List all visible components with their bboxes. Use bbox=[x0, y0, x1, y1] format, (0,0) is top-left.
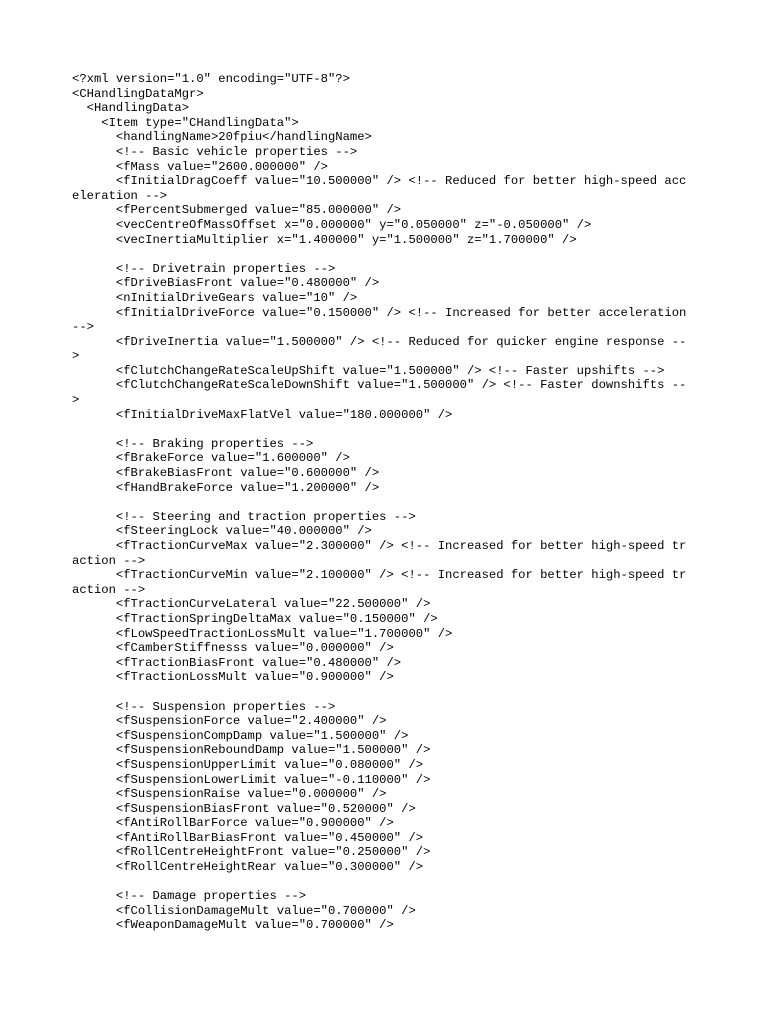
code-line: <vecInertiaMultiplier x="1.400000" y="1.500000" z="1.700000" /> bbox=[72, 232, 577, 247]
code-line: <fLowSpeedTractionLossMult value="1.700000" /> bbox=[72, 626, 453, 641]
code-line: <fAntiRollBarForce value="0.900000" /> bbox=[72, 816, 394, 831]
code-line: <fAntiRollBarBiasFront value="0.450000" /> bbox=[72, 830, 424, 845]
code-line: <fSuspensionRaise value="0.000000" /> bbox=[72, 787, 387, 802]
code-line: <CHandlingDataMgr> bbox=[72, 86, 204, 101]
code-line: <HandlingData> bbox=[72, 101, 190, 116]
code-line: <fSuspensionForce value="2.400000" /> bbox=[72, 714, 387, 729]
code-line: <fRollCentreHeightFront value="0.250000" /> bbox=[72, 845, 431, 860]
blank-line bbox=[72, 247, 692, 262]
blank-line bbox=[72, 685, 692, 700]
code-line: <fMass value="2600.000000" /> bbox=[72, 159, 328, 174]
code-line: <fRollCentreHeightRear value="0.300000" /> bbox=[72, 860, 424, 875]
code-line: <?xml version="1.0" encoding="UTF-8"?> bbox=[72, 72, 350, 86]
code-line: <fSuspensionCompDamp value="1.500000" /> bbox=[72, 728, 409, 743]
code-line: <fDriveInertia value="1.500000" /> <!-- Reduced for quicker engine response --> bbox=[72, 334, 687, 364]
code-line: <!-- Damage properties --> bbox=[72, 889, 307, 904]
code-line: <fPercentSubmerged value="85.000000" /> bbox=[72, 203, 402, 218]
code-line: <fTractionBiasFront value="0.480000" /> bbox=[72, 655, 402, 670]
code-line: <fCamberStiffnesss value="0.000000" /> bbox=[72, 641, 394, 656]
code-line: <fSuspensionReboundDamp value="1.500000" /> bbox=[72, 743, 431, 758]
code-line: <fTractionLossMult value="0.900000" /> bbox=[72, 670, 394, 685]
code-line: <vecCentreOfMassOffset x="0.000000" y="0.050000" z="-0.050000" /> bbox=[72, 217, 592, 232]
code-line: <!-- Drivetrain properties --> bbox=[72, 261, 336, 276]
code-line: <fBrakeForce value="1.600000" /> bbox=[72, 451, 350, 466]
code-line: <!-- Basic vehicle properties --> bbox=[72, 144, 358, 159]
code-line: <fTractionCurveLateral value="22.500000" /> bbox=[72, 597, 431, 612]
code-line: <fHandBrakeForce value="1.200000" /> bbox=[72, 480, 380, 495]
blank-line bbox=[72, 422, 692, 437]
code-line: <nInitialDriveGears value="10" /> bbox=[72, 290, 358, 305]
code-line: <Item type="CHandlingData"> bbox=[72, 115, 299, 130]
code-line: <!-- Braking properties --> bbox=[72, 436, 314, 451]
code-line: <handlingName>20fpiu</handlingName> bbox=[72, 130, 372, 145]
code-line: <fClutchChangeRateScaleUpShift value="1.500000" /> <!-- Faster upshifts --> bbox=[72, 363, 665, 378]
xml-document bbox=[72, 72, 692, 933]
code-line: <fBrakeBiasFront value="0.600000" /> bbox=[72, 466, 380, 481]
code-line: <!-- Steering and traction properties --> bbox=[72, 509, 416, 524]
code-line: <fClutchChangeRateScaleDownShift value="1.500000" /> <!-- Faster downshifts --> bbox=[72, 378, 687, 408]
code-line: <fTractionSpringDeltaMax value="0.150000" /> bbox=[72, 611, 438, 626]
code-line: <fCollisionDamageMult value="0.700000" /> bbox=[72, 903, 416, 918]
code-line: <fInitialDriveForce value="0.150000" /> <!-- Increased for better acceleration --> bbox=[72, 305, 694, 335]
code-line: <fInitialDriveMaxFlatVel value="180.000000" /> bbox=[72, 407, 453, 422]
code-line: <!-- Suspension properties --> bbox=[72, 699, 336, 714]
blank-line bbox=[72, 875, 692, 890]
code-line: <fSuspensionLowerLimit value="-0.110000" /> bbox=[72, 772, 431, 787]
code-line: <fDriveBiasFront value="0.480000" /> bbox=[72, 276, 380, 291]
code-line: <fWeaponDamageMult value="0.700000" /> bbox=[72, 918, 394, 933]
code-line: <fTractionCurveMax value="2.300000" /> <!-- Increased for better high-speed traction --> bbox=[72, 539, 687, 568]
code-line: <fSteeringLock value="40.000000" /> bbox=[72, 524, 372, 539]
code-line: <fSuspensionBiasFront value="0.520000" /> bbox=[72, 801, 416, 816]
code-line: <fTractionCurveMin value="2.100000" /> <!-- Increased for better high-speed traction --> bbox=[72, 568, 687, 597]
blank-line bbox=[72, 495, 692, 510]
code-line: <fInitialDragCoeff value="10.500000" /> <!-- Reduced for better high-speed acceleration --> bbox=[72, 174, 687, 203]
code-line: <fSuspensionUpperLimit value="0.080000" /> bbox=[72, 757, 424, 772]
